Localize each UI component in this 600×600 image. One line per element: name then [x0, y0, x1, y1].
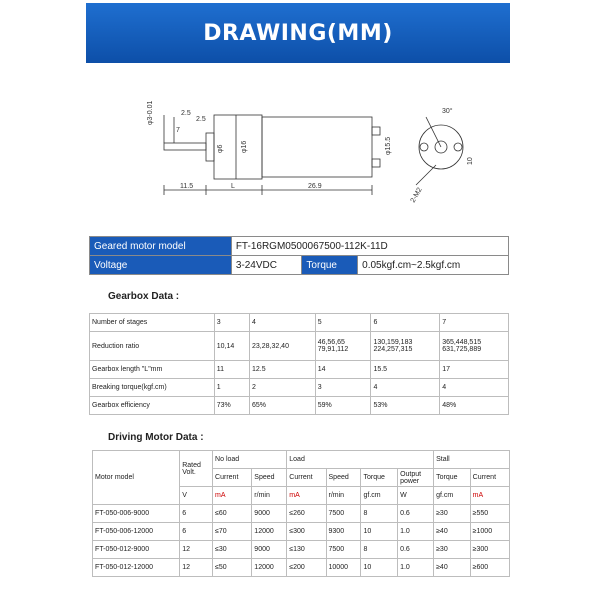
h-model: Motor model [93, 451, 180, 505]
u-l-rmin: r/min [326, 487, 361, 505]
motor-table [92, 450, 510, 577]
gearbox-row [90, 332, 509, 361]
motor-cell: 0.6 [398, 505, 434, 523]
gearbox-cell: 1 [214, 379, 249, 397]
gearbox-cell: 4 [371, 379, 440, 397]
gearbox-row-label: Number of stages [90, 314, 215, 332]
h-nl-speed: Speed [252, 469, 287, 487]
motor-cell: ≤50 [213, 559, 252, 577]
motor-cell: ≥30 [434, 541, 471, 559]
u-nl-rmin: r/min [252, 487, 287, 505]
motor-cell: ≤260 [287, 505, 326, 523]
u-s-ma: mA [470, 487, 509, 505]
gearbox-cell: 65% [249, 397, 315, 415]
gearbox-cell: 53% [371, 397, 440, 415]
gearbox-cell: 7 [440, 314, 509, 332]
gearbox-cell: 130,159,183 224,257,315 [371, 332, 440, 361]
motor-model-cell: FT-050-012-9000 [93, 541, 180, 559]
motor-cell: ≤60 [213, 505, 252, 523]
motor-model-cell: FT-050-006-12000 [93, 523, 180, 541]
dim-phi155: φ15.5 [385, 136, 392, 155]
gearbox-cell: 4 [249, 314, 315, 332]
gearbox-cell: 10,14 [214, 332, 249, 361]
model-spec-table [89, 236, 509, 275]
motor-cell: 10 [361, 559, 398, 577]
gearbox-row [90, 379, 509, 397]
gearbox-cell: 14 [315, 361, 371, 379]
motor-cell: ≤200 [287, 559, 326, 577]
gearbox-row-label: Gearbox length "L"mm [90, 361, 215, 379]
motor-cell: ≤300 [287, 523, 326, 541]
model-value: FT-16RGM0500067500-112K-11D [231, 237, 508, 256]
gearbox-cell: 46,56,65 79,91,112 [315, 332, 371, 361]
motor-cell: 7500 [326, 505, 361, 523]
label-model: Geared motor model [90, 237, 232, 256]
gearbox-cell: 48% [440, 397, 509, 415]
motor-cell: ≤70 [213, 523, 252, 541]
u-l-gfcm: gf.cm [361, 487, 398, 505]
gearbox-cell: 11 [214, 361, 249, 379]
h-load: Load [287, 451, 434, 469]
dim-phi6: φ6 [217, 144, 224, 153]
u-nl-ma: mA [213, 487, 252, 505]
u-s-gfcm: gf.cm [434, 487, 471, 505]
motor-cell: 9000 [252, 541, 287, 559]
dim-angle: 30° [442, 108, 453, 115]
motor-cell: 12000 [252, 523, 287, 541]
gearbox-section-title: Gearbox Data : [108, 291, 180, 302]
motor-model-cell: FT-050-006-9000 [93, 505, 180, 523]
gearbox-cell: 23,28,32,40 [249, 332, 315, 361]
dim-L: L [231, 183, 235, 190]
motor-cell: 10000 [326, 559, 361, 577]
dim-shaft: φ3-0.01 [147, 100, 154, 125]
gearbox-cell: 4 [440, 379, 509, 397]
u-l-ma: mA [287, 487, 326, 505]
motor-cell: 7500 [326, 541, 361, 559]
dim-left2: 7 [176, 127, 180, 134]
motor-model-cell: FT-050-012-12000 [93, 559, 180, 577]
u-v: V [180, 487, 213, 505]
gearbox-row [90, 314, 509, 332]
h-l-speed: Speed [326, 469, 361, 487]
h-s-current: Current [470, 469, 509, 487]
label-voltage: Voltage [90, 256, 232, 275]
label-torque: Torque [302, 256, 358, 275]
gearbox-cell: 3 [315, 379, 371, 397]
motor-body-outline [262, 117, 372, 177]
gearbox-table [89, 313, 509, 415]
motor-cell: 0.6 [398, 541, 434, 559]
h-rated: Rated Volt. [180, 451, 213, 487]
motor-cell: 6 [180, 505, 213, 523]
dim-phi16: φ16 [241, 140, 248, 153]
motor-cell: ≥40 [434, 523, 471, 541]
gearbox-cell: 15.5 [371, 361, 440, 379]
h-stall: Stall [434, 451, 510, 469]
banner-title: DRAWING(MM) [203, 20, 393, 46]
gearbox-row-label: Reduction ratio [90, 332, 215, 361]
gearbox-row-label: Gearbox efficiency [90, 397, 215, 415]
motor-cell: ≥30 [434, 505, 471, 523]
dim-115: 11.5 [180, 183, 194, 190]
motor-cell: ≤130 [287, 541, 326, 559]
motor-cell: 9300 [326, 523, 361, 541]
dim-269: 26.9 [308, 183, 322, 190]
gearbox-cell: 12.5 [249, 361, 315, 379]
motor-cell: 12 [180, 541, 213, 559]
dim-left1: 2.5 [181, 110, 191, 117]
h-l-torque: Torque [361, 469, 398, 487]
motor-cell: 12 [180, 559, 213, 577]
gearbox-row-label: Breaking torque(kgf.cm) [90, 379, 215, 397]
motor-row [93, 559, 510, 577]
motor-row [93, 523, 510, 541]
motor-section-title: Driving Motor Data : [108, 432, 204, 443]
voltage-value: 3-24VDC [231, 256, 302, 275]
dim-m2: 2-M2 [409, 186, 424, 204]
gearbox-cell: 2 [249, 379, 315, 397]
motor-cell: ≤30 [213, 541, 252, 559]
motor-cell: 1.0 [398, 523, 434, 541]
gearbox-cell: 59% [315, 397, 371, 415]
title-banner [86, 3, 510, 63]
torque-value: 0.05kgf.cm~2.5kgf.cm [358, 256, 509, 275]
gearbox-cell: 365,448,515 631,725,889 [440, 332, 509, 361]
motor-row [93, 541, 510, 559]
motor-cell: ≥300 [470, 541, 509, 559]
u-w: W [398, 487, 434, 505]
motor-cell: ≥600 [470, 559, 509, 577]
motor-row [93, 505, 510, 523]
h-s-torque: Torque [434, 469, 471, 487]
motor-cell: 8 [361, 541, 398, 559]
gearbox-cell: 5 [315, 314, 371, 332]
motor-cell: 10 [361, 523, 398, 541]
gearbox-row [90, 361, 509, 379]
motor-cell: ≥550 [470, 505, 509, 523]
gearbox-cell: 73% [214, 397, 249, 415]
motor-drawing [86, 95, 510, 215]
motor-cell: 12000 [252, 559, 287, 577]
flange-outline [206, 133, 214, 161]
h-output: Output power [398, 469, 434, 487]
dim-10: 10 [467, 157, 474, 165]
motor-cell: 6 [180, 523, 213, 541]
dim-flat: 2.5 [196, 116, 206, 123]
motor-cell: ≥40 [434, 559, 471, 577]
gearbox-cell: 17 [440, 361, 509, 379]
shaft-outline [164, 143, 206, 150]
motor-cell: ≥1000 [470, 523, 509, 541]
gearbox-row [90, 397, 509, 415]
motor-cell: 8 [361, 505, 398, 523]
motor-cell: 9000 [252, 505, 287, 523]
h-l-current: Current [287, 469, 326, 487]
gearbox-cell: 3 [214, 314, 249, 332]
h-noload: No load [213, 451, 287, 469]
gearbox-cell: 6 [371, 314, 440, 332]
h-nl-current: Current [213, 469, 252, 487]
motor-cell: 1.0 [398, 559, 434, 577]
